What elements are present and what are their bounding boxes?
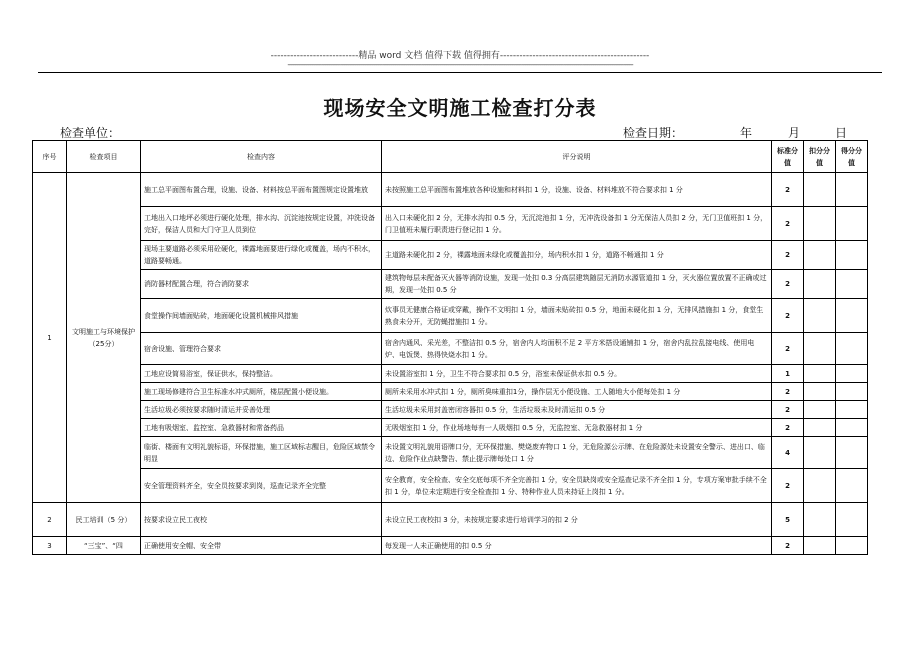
cell-deduct[interactable] <box>804 503 836 537</box>
cell-score[interactable] <box>836 401 868 419</box>
cell-standard: 1 <box>772 365 804 383</box>
table-body <box>33 173 868 555</box>
col-criteria: 评分说明 <box>382 141 772 173</box>
cell-standard: 2 <box>772 469 804 503</box>
table-row <box>33 383 868 401</box>
cell-content: 宿舍设施、管理符合要求 <box>141 333 382 365</box>
cell-criteria: 建筑物每层未配备灭火器等消防设施，发现一处扣 0.3 分高层建筑随层无消防水源管道扣 1 分，灭火器位置放置不正确或过期，发现一处扣 0.5 分 <box>382 270 772 299</box>
cell-deduct[interactable] <box>804 401 836 419</box>
cell-deduct[interactable] <box>804 270 836 299</box>
cell-criteria: 安全教育，安全检查、安全交底每项不齐全完善扣 1 分，安全员缺岗或安全巡查记录不齐全扣 1 分，专项方案审批手续不全扣 1 分，单位未定期进行安全检查扣 1 分、特种作业人员未持证上岗扣 1 分。 <box>382 469 772 503</box>
cell-seq: 3 <box>33 537 67 555</box>
table-row <box>33 537 868 555</box>
cell-seq: 1 <box>33 173 67 503</box>
table-row <box>33 207 868 241</box>
col-score: 得分分值 <box>836 141 868 173</box>
table-row <box>33 365 868 383</box>
cell-standard: 2 <box>772 401 804 419</box>
cell-deduct[interactable] <box>804 173 836 207</box>
cell-standard: 2 <box>772 419 804 437</box>
cell-standard: 2 <box>772 333 804 365</box>
table-row <box>33 173 868 207</box>
table-row <box>33 437 868 469</box>
cell-criteria: 生活垃圾未采用封盖密闭容器扣 0.5 分，生活垃圾未及时清运扣 0.5 分 <box>382 401 772 419</box>
cell-item: 民工培训（5 分） <box>67 503 141 537</box>
cell-score[interactable] <box>836 365 868 383</box>
cell-item: 文明施工与环境保护（25分） <box>67 173 141 503</box>
cell-criteria: 未设置文明礼貌用语牌口分，无环保措施、樊烧废弃物口 1 分，无危险源公示牌、在危险源处未设置安全警示、进出口、临边、危险作业点缺警告、禁止提示牌每处口 1 分 <box>382 437 772 469</box>
cell-item: “三宝”、“四 <box>67 537 141 555</box>
cell-score[interactable] <box>836 173 868 207</box>
cell-standard: 2 <box>772 207 804 241</box>
cell-score[interactable] <box>836 333 868 365</box>
cell-criteria: 未设置浴室扣 1 分，卫生不符合要求扣 0.5 分，浴室未保证供水扣 0.5 分。 <box>382 365 772 383</box>
cell-score[interactable] <box>836 437 868 469</box>
cell-criteria: 宿舍内通风、采光差，不整洁扣 0.5 分，宿舍内人均面积不足 2 平方米搭设通铺扣 1 分，宿舍内乱拉乱接电线、使用电炉、电饭煲、热得快烧水扣 1 分。 <box>382 333 772 365</box>
cell-deduct[interactable] <box>804 383 836 401</box>
table-row <box>33 333 868 365</box>
table-row <box>33 241 868 270</box>
inspection-unit-label: 检查单位： <box>60 126 121 140</box>
cell-content: 食堂操作间墙面贴砖，地面硬化设置机械排风措施 <box>141 299 382 333</box>
table-row <box>33 401 868 419</box>
cell-standard: 2 <box>772 270 804 299</box>
table-row <box>33 419 868 437</box>
page-header-dashes: --------------------------------------------------------------------------------------------------------------------------------------------------------------------------------------- <box>287 60 633 69</box>
col-seq: 序号 <box>33 141 67 173</box>
cell-standard: 2 <box>772 383 804 401</box>
cell-deduct[interactable] <box>804 241 836 270</box>
cell-deduct[interactable] <box>804 437 836 469</box>
table-row <box>33 503 868 537</box>
cell-content: 安全管理资料齐全，安全员按要求到岗，巡查记录齐全完整 <box>141 469 382 503</box>
cell-content: 工地出入口地坪必须进行硬化处理，排水沟、沉淀池按规定设置，冲洗设备完好，保洁人员和大门守卫人员到位 <box>141 207 382 241</box>
cell-score[interactable] <box>836 537 868 555</box>
table-header-row <box>33 141 868 173</box>
header-rule <box>38 72 882 73</box>
cell-standard: 2 <box>772 173 804 207</box>
cell-content: 工地有吸烟室、监控室、急救器材和常备药品 <box>141 419 382 437</box>
cell-criteria: 炊事员无健康合格证或穿戴，操作不文明扣 1 分，墙面未贴砖扣 0.5 分，地面未硬化扣 1 分，无排风措施扣 1 分，食堂生熟食未分开，无防蝇措施扣 1 分。 <box>382 299 772 333</box>
cell-deduct[interactable] <box>804 537 836 555</box>
cell-score[interactable] <box>836 419 868 437</box>
cell-content: 施工总平面图布置合理，设施、设备、材料按总平面布置图规定设置堆放 <box>141 173 382 207</box>
cell-deduct[interactable] <box>804 299 836 333</box>
cell-deduct[interactable] <box>804 207 836 241</box>
cell-score[interactable] <box>836 241 868 270</box>
cell-standard: 5 <box>772 503 804 537</box>
cell-standard: 4 <box>772 437 804 469</box>
cell-seq: 2 <box>33 503 67 537</box>
cell-score[interactable] <box>836 207 868 241</box>
date-year-label: 年 <box>740 126 753 140</box>
cell-deduct[interactable] <box>804 365 836 383</box>
col-content: 检查内容 <box>141 141 382 173</box>
cell-standard: 2 <box>772 241 804 270</box>
cell-criteria: 厕所未采用水冲式扣 1 分，厕所臭味重扣1分，操作层无小便设施、工人随地大小便每处扣 1 分 <box>382 383 772 401</box>
col-standard: 标准分值 <box>772 141 804 173</box>
cell-score[interactable] <box>836 270 868 299</box>
cell-criteria: 未按照施工总平面图布置堆放各种设施和材料扣 1 分，设施、设备、材料堆放不符合要求扣 1 分 <box>382 173 772 207</box>
document-title: 现场安全文明施工检查打分表 <box>323 96 597 120</box>
col-item: 检查项目 <box>67 141 141 173</box>
cell-criteria: 未设立民工夜校扣 3 分，未按规定要求进行培训学习的扣 2 分 <box>382 503 772 537</box>
table-row <box>33 270 868 299</box>
cell-deduct[interactable] <box>804 469 836 503</box>
date-month-label: 月 <box>788 126 801 140</box>
cell-content: 临街、楼面有文明礼貌标语，环保措施，施工区域标志醒目，危险区域禁令明显 <box>141 437 382 469</box>
cell-standard: 2 <box>772 537 804 555</box>
date-day-label: 日 <box>835 126 848 140</box>
score-table <box>32 140 868 555</box>
cell-content: 生活垃圾必须按要求随时清运并妥善处理 <box>141 401 382 419</box>
table-row <box>33 299 868 333</box>
inspection-date-label: 检查日期： <box>623 126 684 140</box>
cell-content: 正确使用安全帽、安全带 <box>141 537 382 555</box>
cell-content: 现场主要道路必须采用砼硬化，裸露地面要进行绿化或覆盖，场内不积水，道路要畅通。 <box>141 241 382 270</box>
cell-criteria: 出入口未硬化扣 2 分，无排水沟扣 0.5 分，无沉淀池扣 1 分，无冲洗设备扣 1 分无保洁人员扣 2 分，无门卫值班扣 1 分，门卫值班未履行职责进行登记扣 1 分。 <box>382 207 772 241</box>
col-deduct: 扣分分值 <box>804 141 836 173</box>
cell-criteria: 每发现一人未正确使用的扣 0.5 分 <box>382 537 772 555</box>
cell-standard: 2 <box>772 299 804 333</box>
cell-content: 按要求设立民工夜校 <box>141 503 382 537</box>
cell-score[interactable] <box>836 383 868 401</box>
cell-content: 消防器材配置合理，符合消防要求 <box>141 270 382 299</box>
table-row <box>33 469 868 503</box>
cell-content: 工地应设简易浴室，保证供水，保持整洁。 <box>141 365 382 383</box>
cell-score[interactable] <box>836 469 868 503</box>
page-header-line: ---------------------------精品 word 文档 值得下载 值得拥有---------------------------------------------- <box>270 51 650 61</box>
cell-content: 施工现场修建符合卫生标准水冲式厕所，楼层配置小便设施。 <box>141 383 382 401</box>
cell-criteria: 主道路未硬化扣 2 分，裸露地面未绿化或覆盖扣分，场内积水扣 1 分，道路不畅通扣 1 分 <box>382 241 772 270</box>
cell-deduct[interactable] <box>804 419 836 437</box>
cell-score[interactable] <box>836 299 868 333</box>
cell-deduct[interactable] <box>804 333 836 365</box>
cell-score[interactable] <box>836 503 868 537</box>
cell-criteria: 无吸烟室扣 1 分，作业场地每有一人吸烟扣 0.5 分，无监控室、无急救器材扣 1 分 <box>382 419 772 437</box>
